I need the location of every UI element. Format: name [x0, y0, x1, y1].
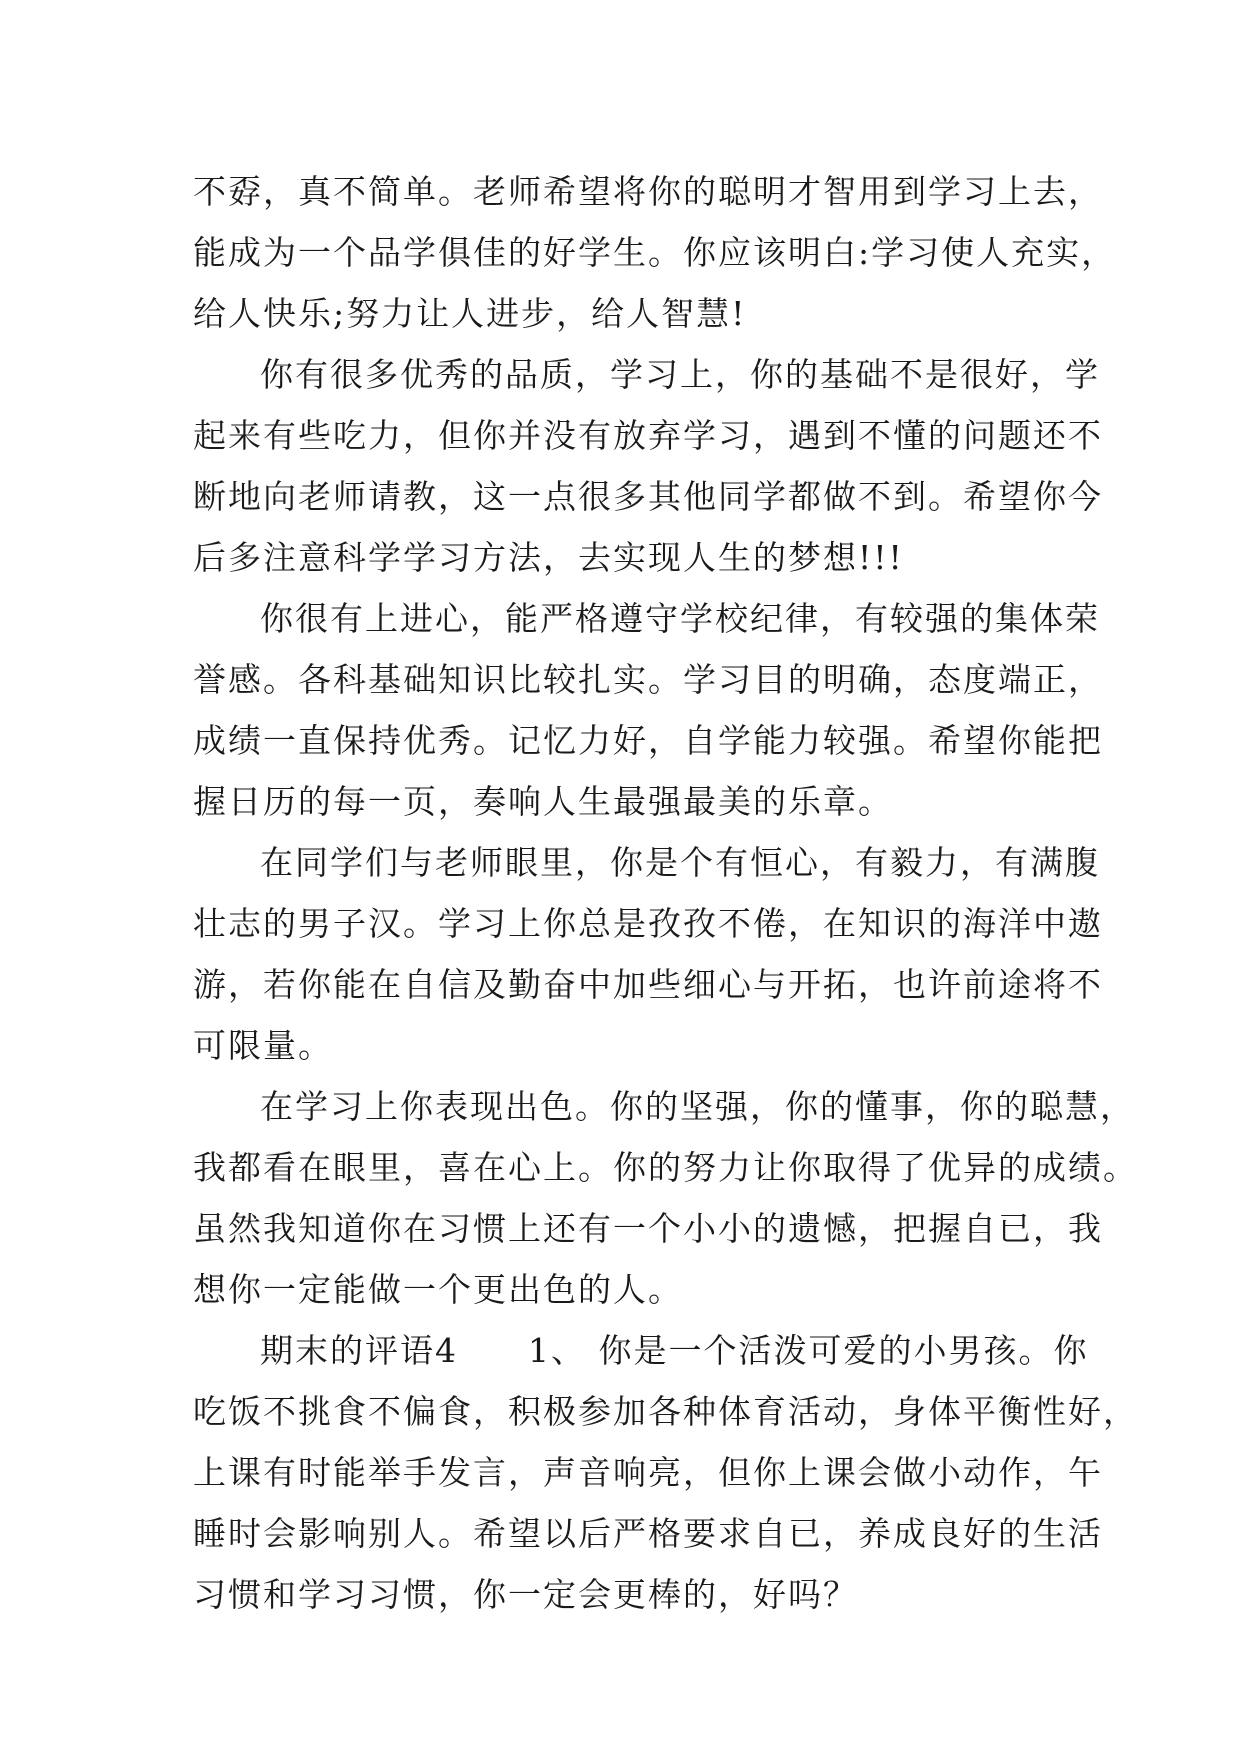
- text-line: 想你一定能做一个更出色的人。: [193, 1270, 683, 1309]
- text-line: 游，若你能在自信及勤奋中加些细心与开拓，也许前途将不: [193, 965, 1103, 1004]
- text-line: 在同学们与老师眼里，你是个有恒心，有毅力，有满腹: [260, 843, 1100, 882]
- document-body: [193, 161, 1138, 1625]
- text-line: 起来有些吃力，但你并没有放弃学习，遇到不懂的问题还不: [193, 416, 1103, 455]
- text-line: 不孬，真不简单。老师希望将你的聪明才智用到学习上去，: [193, 172, 1103, 211]
- text-line: 睡时会影响别人。希望以后严格要求自已，养成良好的生活: [193, 1514, 1103, 1553]
- paragraph: [193, 832, 1103, 1076]
- text-line: 誉感。各科基础知识比较扎实。学习目的明确，态度端正，: [193, 660, 1103, 699]
- text-line: 握日历的每一页，奏响人生最强最美的乐章。: [193, 782, 893, 821]
- paragraph: [193, 588, 1103, 832]
- text-line: 可限量。: [193, 1026, 333, 1065]
- text-line: 你有很多优秀的品质，学习上，你的基础不是很好，学: [260, 355, 1100, 394]
- text-line: 习惯和学习习惯，你一定会更棒的，好吗？: [193, 1575, 858, 1614]
- text-line: 虽然我知道你在习惯上还有一个小小的遗憾，把握自已，我: [193, 1209, 1103, 1248]
- paragraph: [193, 161, 1117, 344]
- text-line: 期末的评语4 1、 你是一个活泼可爱的小男孩。你: [260, 1331, 1089, 1370]
- text-line: 成绩一直保持优秀。记忆力好，自学能力较强。希望你能把: [193, 721, 1103, 760]
- text-line: 断地向老师请教，这一点很多其他同学都做不到。希望你今: [193, 477, 1103, 516]
- paragraph: [193, 1076, 1138, 1320]
- text-line: 在学习上你表现出色。你的坚强，你的懂事，你的聪慧，: [260, 1087, 1135, 1126]
- text-line: 后多注意科学学习方法，去实现人生的梦想!!!: [193, 538, 904, 577]
- text-line: 你很有上进心，能严格遵守学校纪律，有较强的集体荣: [260, 599, 1100, 638]
- paragraph: [193, 1320, 1138, 1625]
- text-line: 上课有时能举手发言，声音响亮，但你上课会做小动作，午: [193, 1453, 1103, 1492]
- text-line: 给人快乐;努力让人进步，给人智慧!: [193, 294, 747, 333]
- text-line: 壮志的男子汉。学习上你总是孜孜不倦，在知识的海洋中遨: [193, 904, 1103, 943]
- text-line: 吃饭不挑食不偏食，积极参加各种体育活动，身体平衡性好，: [193, 1392, 1138, 1431]
- text-line: 能成为一个品学俱佳的好学生。你应该明白:学习使人充实，: [193, 233, 1117, 272]
- paragraph: [193, 344, 1103, 588]
- text-line: 我都看在眼里，喜在心上。你的努力让你取得了优异的成绩。: [193, 1148, 1138, 1187]
